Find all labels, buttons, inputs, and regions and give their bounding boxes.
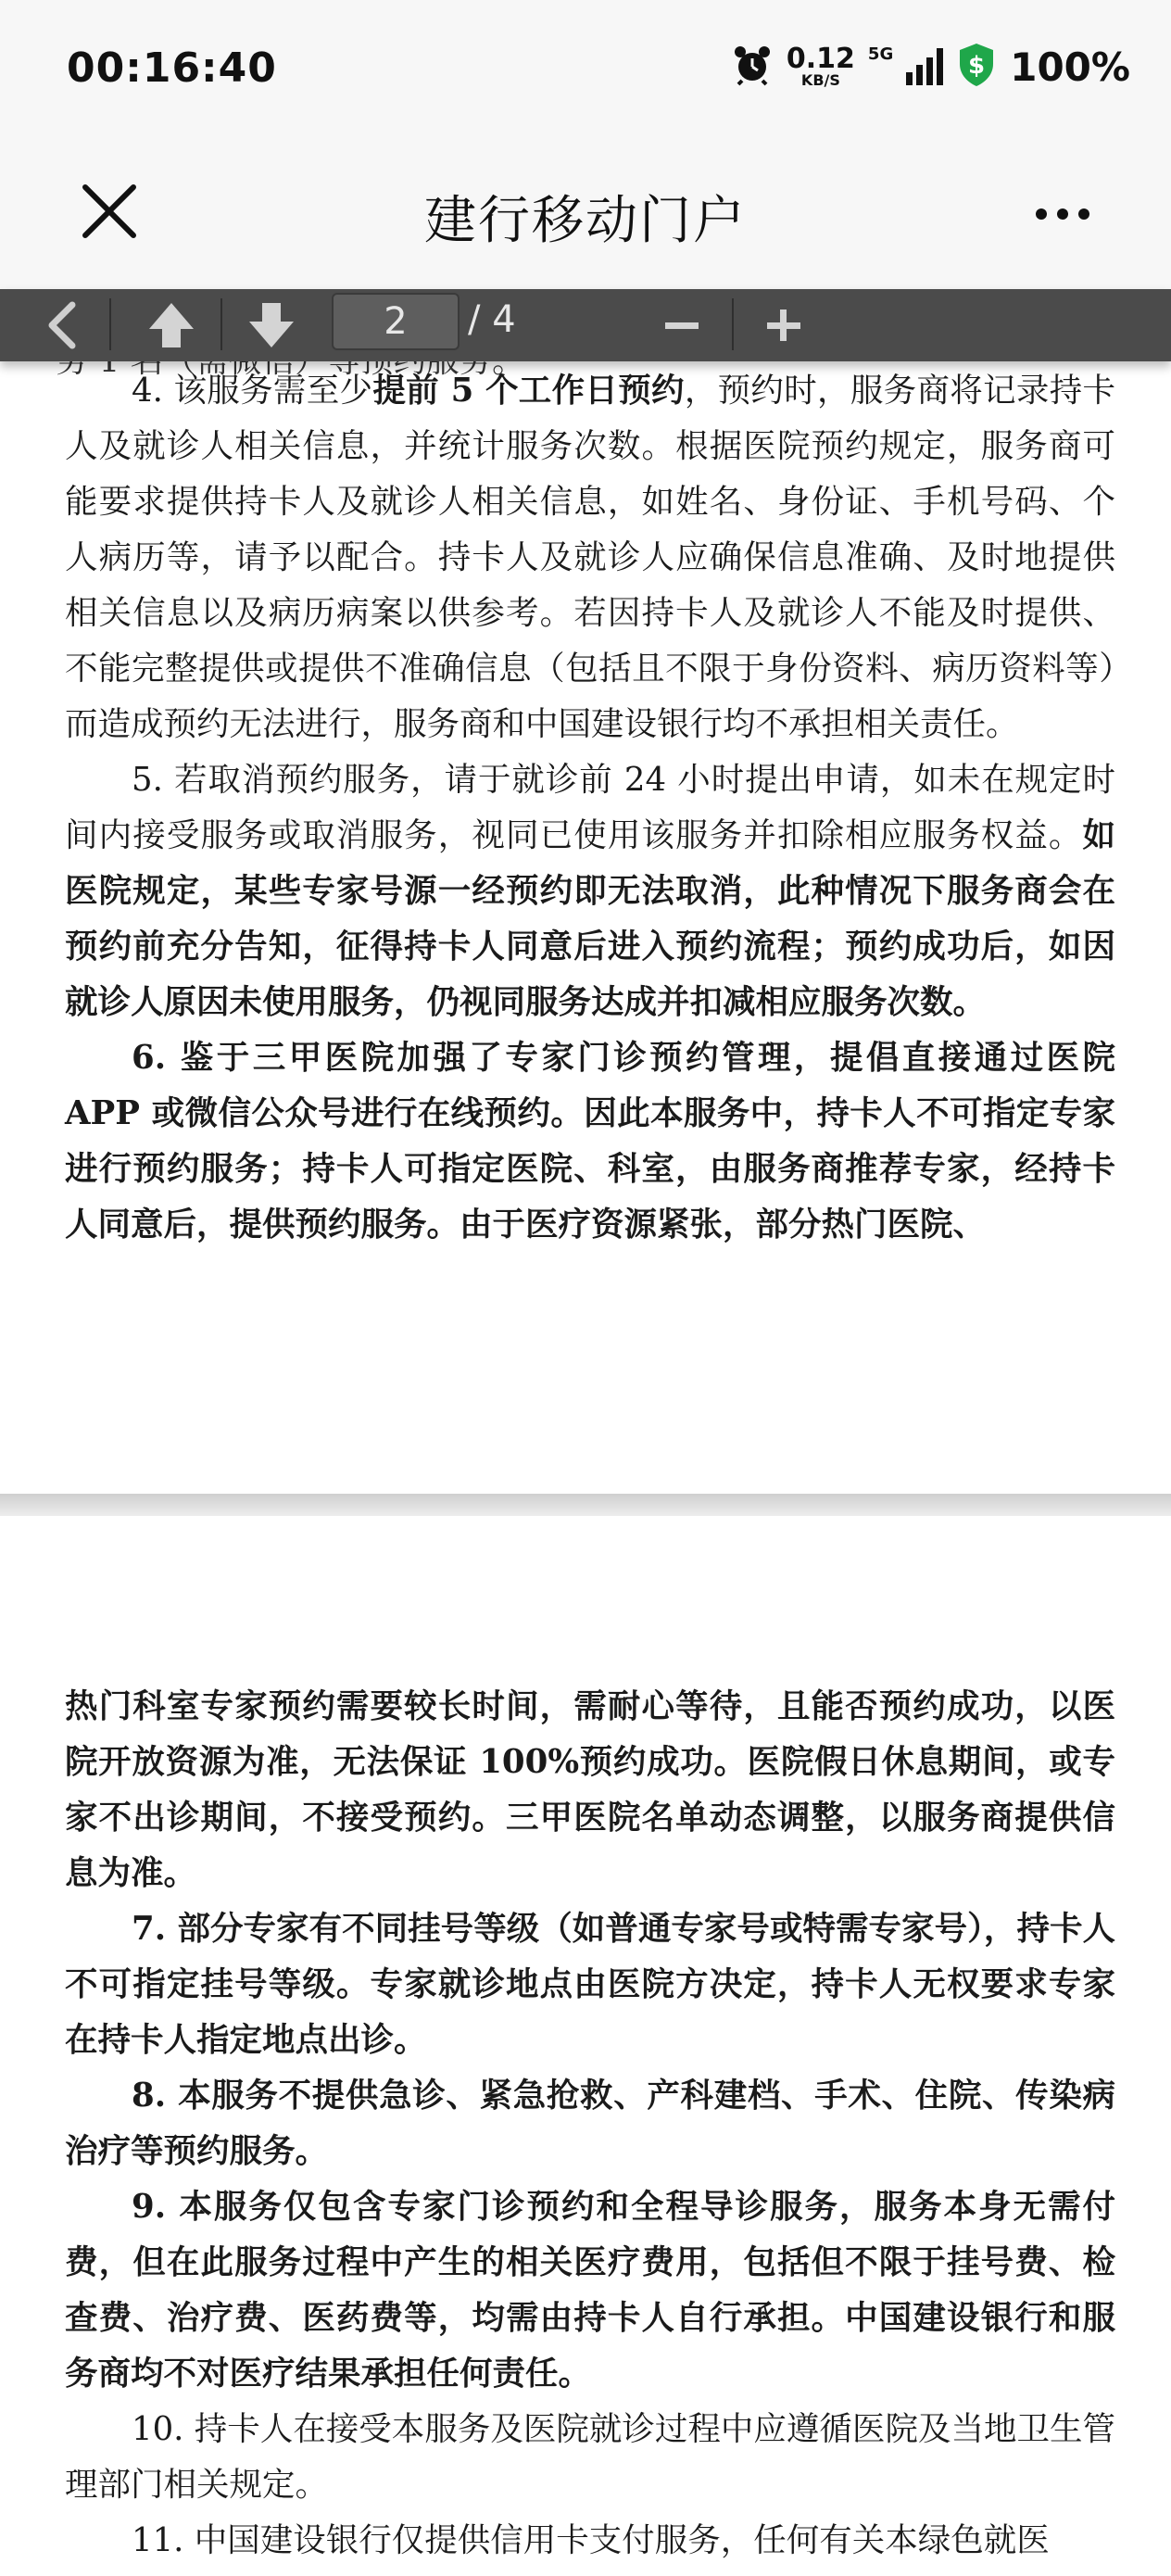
toolbar-divider [732,298,734,350]
back-icon [44,299,82,351]
paragraph-6-continued: 热门科室专家预约需要较长时间，需耐心等待，且能否预约成功，以医院开放资源为准，无法保证 100%预约成功。医院假日休息期间，或专家不出诊期间，不接受预约。三甲医院名单动态调整，以服务商提供信息为准。 [65,1687,1115,1892]
paragraph-4: 4. 该服务需至少提前 5 个工作日预约，预约时，服务商将记录持卡人及就诊人相关信息，并统计服务次数。根据医院预约规定，服务商可能要求提供持卡人及就诊人相关信息，如姓名、身份证、手机号码、个人病历等，请予以配合。持卡人及就诊人应确保信息准确、及时地提供相关信息以及病历病案以供参考。若因持卡人及就诊人不能及时提供、不能完整提供或提供不准确信息（包括且不限于身份资料、病历资料等）而造成预约无法进行，服务商和中国建设银行均不承担相关责任。 [65,372,1115,743]
toolbar-divider [220,298,222,350]
paragraph-8: 8. 本服务不提供急诊、紧急抢救、产科建档、手术、住院、传染病治疗等预约服务。 [65,2077,1115,2170]
more-icon [1030,191,1095,237]
zoom-out-icon [661,305,702,346]
next-page-button[interactable] [239,289,304,361]
prev-page-button[interactable] [139,289,204,361]
shield-dollar-icon [956,42,997,92]
status-bar [0,0,1171,139]
pdf-page-3 [65,1679,1115,2569]
paragraph-6: 6. 鉴于三甲医院加强了专家门诊预约管理，提倡直接通过医院 APP 或微信公众号进行在线预约。因此本服务中，持卡人不可指定专家进行预约服务；持卡人可指定医院、科室，由服务商推荐专家，经持卡人同意后，提供预约服务。由于医疗资源紧张，部分热门医院、 [65,1039,1115,1244]
zoom-in-icon [763,305,804,346]
battery-level: 100% [1010,44,1130,90]
alarm-icon [731,44,774,90]
net-speed: 0.12 KB/S [786,43,855,89]
zoom-out-button[interactable] [654,289,710,361]
prev-page-icon [144,297,199,353]
page-number-input[interactable]: 2 [332,293,460,350]
zoom-in-button[interactable] [756,289,812,361]
page-title: 建行移动门户 [424,191,747,251]
signal-icon [906,48,943,85]
status-time: 00:16:40 [67,44,277,92]
app-header [0,139,1171,289]
pdf-page-2 [65,363,1115,1253]
paragraph-5: 5. 若取消预约服务，请于就诊前 24 小时提出申请，如未在规定时间内接受服务或取消服务，视同已使用该服务并扣除相应服务权益。如医院规定，某些专家号源一经预约即无法取消，此种情况下服务商会在预约前充分告知，征得持卡人同意后进入预约流程；预约成功后，如因就诊人原因未使用服务，仍视同服务达成并扣减相应服务次数。 [65,761,1115,1021]
paragraph-11: 11. 中国建设银行仅提供信用卡支付服务，任何有关本绿色就医 [132,2521,1050,2559]
page-separator [0,1494,1171,1516]
paragraph-10: 10. 持卡人在接受本服务及医院就诊过程中应遵循医院及当地卫生管理部门相关规定。 [65,2410,1115,2504]
network-type: 5G [867,44,894,64]
status-icons [731,41,1130,93]
page-total: / 4 [468,298,516,341]
more-button[interactable] [1030,191,1095,237]
toolbar-divider [109,298,111,350]
paragraph-7: 7. 部分专家有不同挂号等级（如普通专家号或特需专家号），持卡人不可指定挂号等级。专家就诊地点由医院方决定，持卡人无权要求专家在持卡人指定地点出诊。 [65,1910,1115,2059]
back-button[interactable] [37,289,89,361]
svg-text:$: $ [968,52,986,80]
pdf-toolbar [0,289,1171,361]
next-page-icon [244,297,299,353]
paragraph-9: 9. 本服务仅包含专家门诊预约和全程导诊服务，服务本身无需付费，但在此服务过程中产生的相关医疗费用，包括但不限于挂号费、检查费、治疗费、医药费等，均需由持卡人自行承担。中国建设银行和服务商均不对医疗结果承担任何责任。 [65,2188,1115,2393]
